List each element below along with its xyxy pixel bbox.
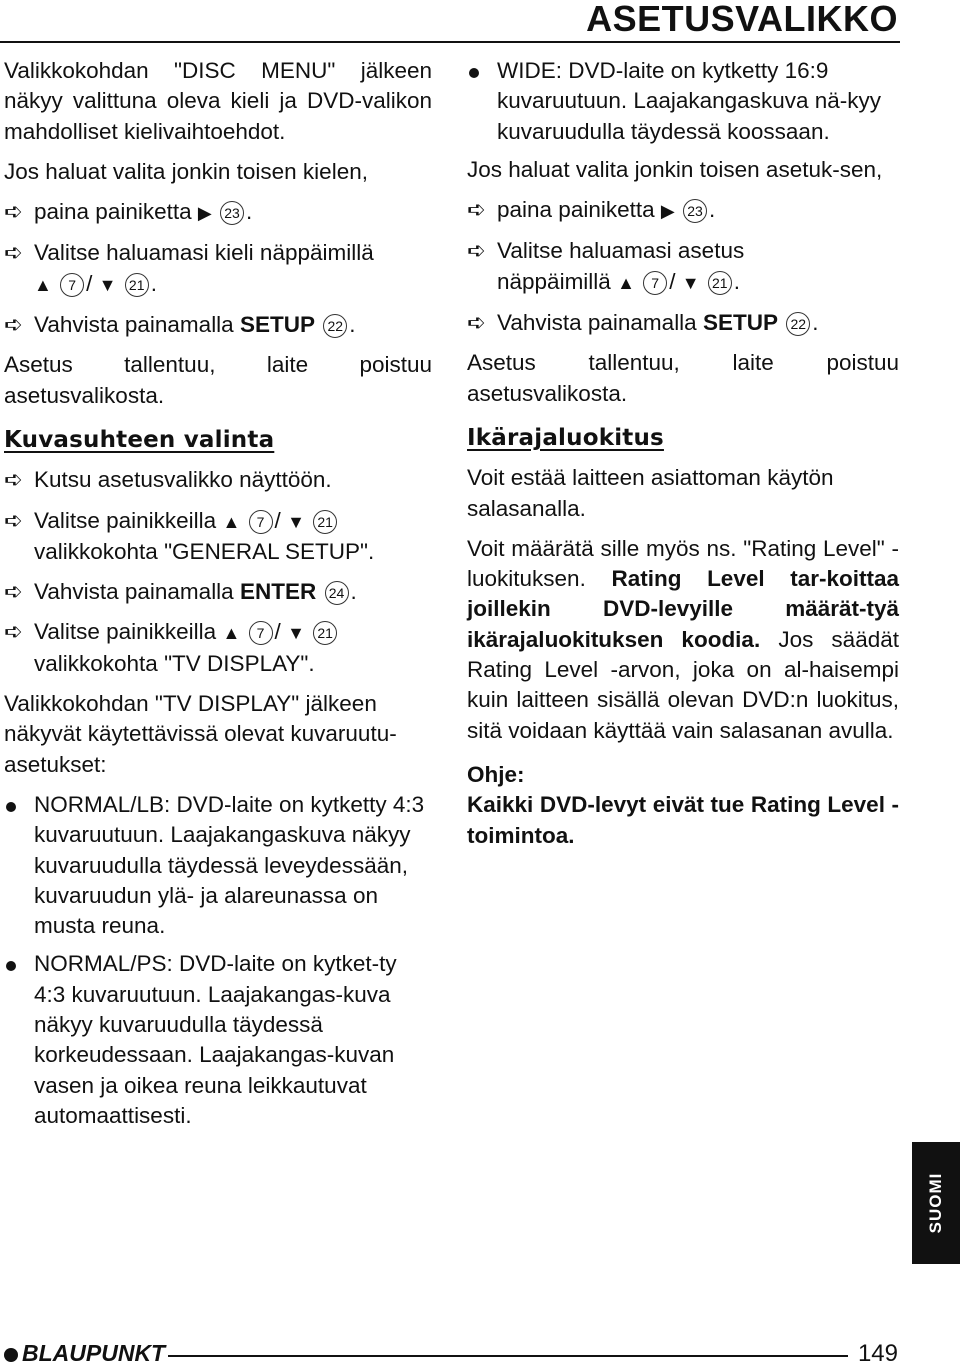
arrow-right-icon: ➪: [4, 507, 23, 533]
button-number-badge: 7: [249, 621, 273, 645]
down-triangle-icon: ▼: [98, 274, 117, 295]
jos-paragraph: Jos haluat valita jonkin toisen kielen,: [4, 158, 368, 184]
step-select-setting: ➪ Valitse haluamasi asetus näppäimillä ▲ 7 / ▼ 21 .: [467, 238, 745, 294]
arrow-right-icon: ➪: [4, 312, 23, 338]
button-number-badge: 7: [60, 273, 84, 297]
button-number-badge: 7: [643, 271, 667, 295]
button-number-badge: 23: [220, 201, 244, 225]
brand-logo: BLAUPUNKT: [4, 1340, 165, 1368]
arrow-right-icon: ➪: [467, 310, 486, 336]
bullet-icon: [6, 961, 16, 971]
language-tab-label: SUOMI: [926, 1172, 945, 1234]
up-triangle-icon: ▲: [34, 274, 52, 295]
note-label: Ohje:: [467, 761, 525, 787]
intro-paragraph: Valikkokohdan "DISC MENU" jälkeen näkyy valittuna oleva kieli ja DVD-valikon mahdolliset kielivaihtoehdot.: [4, 58, 432, 144]
footer-rule: [168, 1355, 848, 1357]
button-number-badge: 21: [313, 621, 337, 645]
page-number: 149: [857, 1340, 898, 1367]
up-triangle-icon: ▲: [222, 511, 241, 532]
brand-logo-icon: [4, 1348, 18, 1362]
header-rule: [0, 41, 900, 43]
step-open-menu: ➪ Kutsu asetusvalikko näyttöön.: [4, 465, 432, 495]
body-paragraph: Voit estää laitteen asiattoman käytön salasanalla.: [467, 465, 834, 521]
arrow-right-icon: ➪: [467, 238, 486, 264]
bullet-icon: [6, 802, 16, 812]
button-number-badge: 21: [125, 273, 149, 297]
arrow-right-icon: ➪: [4, 199, 23, 225]
arrow-right-icon: ➪: [467, 197, 486, 223]
up-triangle-icon: ▲: [222, 623, 241, 644]
bullet-icon: [469, 68, 479, 78]
list-item: NORMAL/LB: DVD-laite on kytketty 4:3 kuvaruutuun. Laajakangaskuva näkyy kuvaruudulla täydessä leveydessään, kuvaruudun ylä- ja alareunassa on musta reuna.: [4, 790, 432, 941]
list-item: WIDE: DVD-laite on kytketty 16:9 kuvaruutuun. Laajakangaskuva nä-kyy kuvaruudulla täydessä koossaan.: [467, 56, 899, 147]
up-triangle-icon: ▲: [617, 272, 635, 293]
note-text: Kaikki DVD-levyt eivät tue Rating Level -toimintoa.: [467, 792, 899, 848]
saved-paragraph: Asetus tallentuu, laite poistuu asetusvalikosta.: [4, 352, 432, 408]
page-title: ASETUSVALIKKO: [586, 0, 898, 39]
section-heading: Ikärajaluokitus: [467, 424, 664, 451]
language-tab: [912, 1142, 960, 1264]
arrow-right-icon: ➪: [4, 579, 23, 605]
button-number-badge: 22: [786, 312, 810, 336]
step-select-general: ➪ Valitse painikkeilla ▲ 7 / ▼ 21 valikkokohta "GENERAL SETUP".: [4, 507, 375, 564]
step-press-button: ➪ paina painiketta ▶ 23 .: [4, 197, 432, 228]
left-column: [4, 56, 432, 1139]
step-press-button: ➪ paina painiketta ▶ 23 .: [467, 195, 899, 226]
right-column: [467, 56, 899, 851]
tv-display-intro: Valikkokohdan "TV DISPLAY" jälkeen näkyvät käytettävissä olevat kuvaruutu-asetukset:: [4, 691, 397, 777]
arrow-right-icon: ➪: [4, 619, 23, 645]
step-select-language: ➪ Valitse haluamasi kieli näppäimillä ▲ 7 / ▼ 21 .: [4, 240, 374, 296]
section-heading: Kuvasuhteen valinta: [4, 426, 275, 453]
key-label: ENTER: [239, 579, 317, 605]
button-number-badge: 23: [683, 199, 707, 223]
step-select-tv-display: ➪ Valitse painikkeilla ▲ 7 / ▼ 21 valikkokohta "TV DISPLAY".: [4, 617, 432, 679]
key-label: SETUP: [239, 312, 315, 338]
step-confirm-setup: ➪ Vahvista painamalla SETUP 22 .: [467, 308, 899, 338]
key-label: SETUP: [702, 310, 778, 336]
saved-paragraph: Asetus tallentuu, laite poistuu asetusvalikosta.: [467, 350, 899, 406]
button-number-badge: 7: [249, 510, 273, 534]
button-number-badge: 21: [708, 271, 732, 295]
rating-paragraph: Voit määrätä sille myös ns. "Rating Level" -luokituksen. Rating Level tar-koittaa joillekin DVD-levyille määrät-tyä ikärajaluokituksen koodia. Jos säädät Rating Level -arvon, joka on al-haisempi kuin laitteen sisällä olevan DVD:n luokitus, sitä voidaan käyttää vain salasanan avulla.: [467, 535, 899, 743]
step-confirm-setup: ➪ Vahvista painamalla SETUP 22 .: [4, 310, 432, 340]
play-triangle-icon: ▶: [197, 203, 212, 224]
button-number-badge: 21: [313, 510, 337, 534]
arrow-right-icon: ➪: [4, 467, 23, 493]
down-triangle-icon: ▼: [287, 623, 305, 644]
button-number-badge: 24: [325, 581, 349, 605]
step-confirm-enter: ➪ Vahvista painamalla ENTER 24 .: [4, 577, 432, 607]
jos-paragraph: Jos haluat valita jonkin toisen asetuk-sen,: [467, 156, 883, 182]
down-triangle-icon: ▼: [287, 511, 305, 532]
down-triangle-icon: ▼: [681, 272, 700, 293]
arrow-right-icon: ➪: [4, 240, 23, 266]
button-number-badge: 22: [323, 314, 347, 338]
play-triangle-icon: ▶: [660, 201, 675, 222]
list-item: NORMAL/PS: DVD-laite on kytket-ty 4:3 kuvaruutuun. Laajakangas-kuva näkyy kuvaruudulla täydessä korkeudessaan. Laajakangas-kuvan vasen ja oikea reuna leikkautuvat automaattisesti.: [4, 949, 432, 1131]
